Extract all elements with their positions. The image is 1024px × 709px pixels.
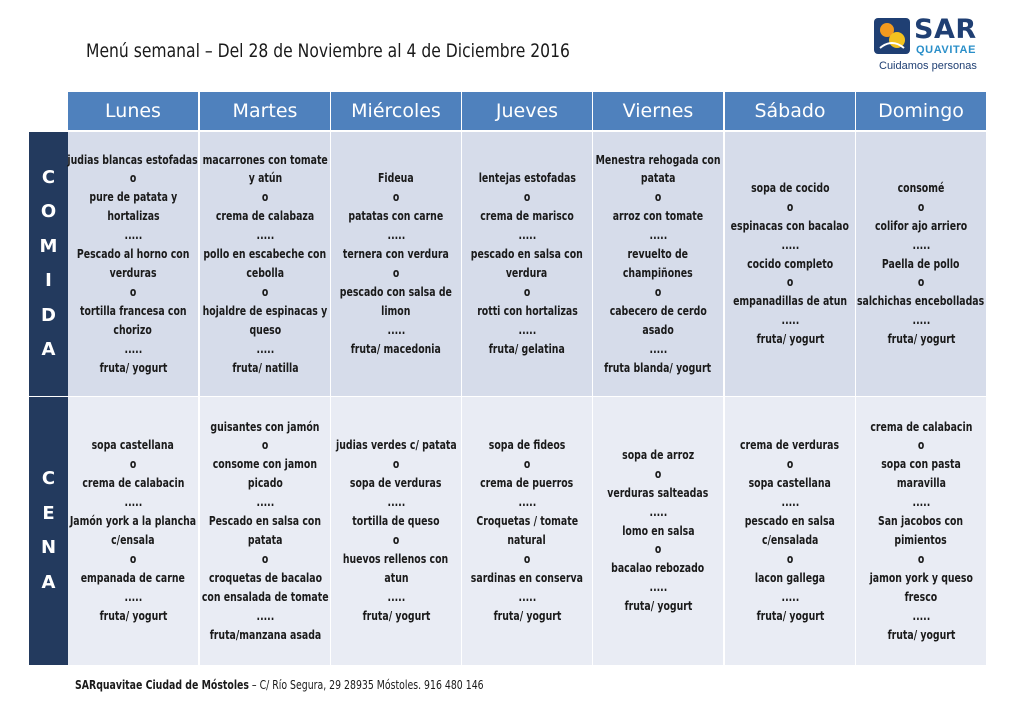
menu-line: cocido completo [746, 256, 834, 271]
logo-emblem-icon [874, 18, 910, 54]
menu-line: ..... [781, 313, 799, 328]
menu-line: o [523, 551, 531, 566]
menu-line: lacon gallega [754, 570, 826, 585]
menu-line: Croquetas / tomate [476, 514, 578, 529]
meal-label-letter: C [41, 166, 56, 188]
menu-line: ..... [781, 495, 799, 510]
page-title: Menú semanal – Del 28 de Noviembre al 4 de Diciembre 2016 [86, 40, 570, 62]
menu-line: Paella de pollo [882, 256, 960, 271]
menu-line: c/ensalada [761, 533, 819, 547]
header-corner [29, 92, 68, 130]
menu-line: crema de calabaza [215, 209, 315, 224]
menu-line: Menestra rehogada con [595, 152, 721, 167]
menu-line: fruta/ yogurt [887, 332, 955, 347]
menu-line: maravilla [896, 476, 946, 491]
menu-line: o [129, 171, 137, 186]
logo-subbrand: QUAVITAE [916, 44, 977, 56]
menu-line: ..... [912, 237, 930, 252]
menu-line: o [523, 284, 531, 299]
menu-line: o [392, 457, 400, 472]
menu-line: sopa de arroz [621, 447, 695, 462]
menu-line: crema de calabacin [82, 476, 184, 491]
menu-line: revuelto de [627, 247, 689, 262]
menu-line: arroz con tomate [612, 209, 704, 224]
day-header: Martes [200, 92, 330, 130]
menu-line: crema de marisco [480, 209, 574, 224]
comida-cell-martes [200, 132, 330, 396]
menu-line: ..... [387, 322, 405, 337]
menu-line: o [786, 551, 794, 566]
meal-label-cena [29, 397, 68, 665]
menu-line: o [917, 551, 925, 566]
menu-line: fruta/ macedonia [350, 341, 442, 356]
menu-line: asado [642, 322, 674, 337]
menu-line: o [786, 457, 794, 472]
logo-tagline: Cuidamos personas [879, 60, 977, 72]
meal-label-letter: A [41, 571, 56, 593]
menu-line: o [392, 190, 400, 205]
menu-line: o [261, 284, 269, 299]
menu-line: o [129, 457, 137, 472]
menu-line: patatas con carne [348, 209, 444, 224]
menu-line: o [654, 190, 662, 205]
menu-line: y atún [248, 171, 282, 186]
menu-line: crema de calabacin [870, 419, 972, 434]
menu-line: pure de patata y [89, 190, 177, 205]
menu-line: ternera con verdura [343, 247, 449, 262]
menu-line: natural [507, 533, 547, 547]
footer-address: – C/ Río Segura, 29 28935 Móstoles. 916 480 146 [248, 678, 484, 692]
menu-line: o [786, 275, 794, 290]
menu-line: o [261, 438, 269, 453]
menu-line: ..... [387, 495, 405, 510]
menu-line: hortalizas [106, 209, 160, 224]
meal-label-letter: A [41, 339, 56, 360]
menu-line: picado [247, 476, 283, 491]
cena-cell-domingo [856, 397, 986, 665]
meal-label-letter: D [41, 304, 56, 326]
comida-cell-viernes [593, 132, 723, 396]
menu-line: fruta/ yogurt [99, 608, 167, 623]
day-header: Jueves [462, 92, 592, 130]
footer-center-name: SARquavitae Ciudad de Móstoles [75, 678, 249, 692]
menu-line: fresco [904, 589, 938, 604]
menu-line: patata [640, 171, 676, 186]
menu-line: fruta/ yogurt [362, 608, 430, 623]
menu-line: ..... [256, 228, 274, 243]
day-header: Lunes [68, 92, 198, 130]
cena-cell-viernes [593, 397, 723, 665]
menu-line: ..... [649, 580, 667, 595]
menu-line: rotti con hortalizas [476, 303, 578, 318]
menu-line: Jamón york a la plancha [69, 514, 197, 529]
cena-cell-martes [200, 397, 330, 665]
menu-line: San jacobos con [878, 514, 964, 529]
menu-line: lentejas estofadas [478, 171, 576, 186]
menu-line: ..... [518, 495, 536, 510]
menu-line: verdura [506, 266, 548, 280]
menu-line: hojaldre de espinacas y [202, 303, 328, 318]
menu-line: o [523, 457, 531, 472]
menu-line: macarrones con tomate [202, 152, 328, 167]
menu-line: Fideua [378, 171, 414, 186]
cena-cell-miércoles [331, 397, 461, 665]
day-header: Domingo [856, 92, 986, 130]
menu-line: consomé [897, 180, 945, 195]
menu-line: pescado en salsa con [470, 247, 584, 262]
comida-cell-domingo [856, 132, 986, 396]
menu-line: ..... [518, 322, 536, 337]
comida-cell-miércoles [331, 132, 461, 396]
menu-line: pescado con salsa de [339, 284, 453, 299]
menu-line: Pescado al horno con [76, 247, 190, 262]
sarquavitae-logo [874, 16, 989, 76]
meal-label-letter: M [39, 235, 58, 257]
menu-line: o [786, 199, 794, 214]
menu-line: espinacas con bacalao [730, 218, 850, 233]
day-header: Viernes [593, 92, 723, 130]
cena-cell-lunes [68, 397, 198, 665]
menu-line: fruta/ yogurt [756, 332, 824, 347]
menu-line: pimientos [894, 533, 948, 547]
menu-line: fruta/ yogurt [887, 627, 955, 642]
menu-line: fruta/ natilla [231, 360, 299, 375]
comida-cell-jueves [462, 132, 592, 396]
menu-line: o [654, 466, 662, 481]
menu-line: ..... [387, 228, 405, 243]
menu-line: bacalao rebozado [611, 561, 705, 576]
menu-line: sopa de verduras [350, 476, 442, 491]
menu-line: fruta/ yogurt [99, 360, 167, 375]
meal-label-letter: C [41, 468, 56, 489]
menu-line: sopa de fideos [488, 438, 566, 453]
day-header: Miércoles [331, 92, 461, 130]
menu-line: o [129, 284, 137, 299]
menu-line: pescado en salsa [744, 514, 836, 529]
menu-line: fruta/ yogurt [756, 608, 824, 623]
menu-line: ..... [256, 608, 274, 623]
menu-line: limon [381, 303, 411, 318]
menu-line: o [654, 542, 662, 557]
menu-line: sopa castellana [748, 476, 832, 491]
menu-line: ..... [256, 495, 274, 510]
menu-line: sopa de cocido [750, 180, 830, 195]
menu-line: ..... [649, 504, 667, 519]
meal-label-letter: I [45, 270, 52, 291]
menu-line: o [917, 199, 925, 214]
menu-line: ..... [518, 228, 536, 243]
menu-line: ..... [124, 495, 142, 510]
menu-line: fruta/ yogurt [624, 599, 692, 614]
menu-line: ..... [912, 495, 930, 510]
meal-label-letter: E [42, 502, 55, 524]
menu-line: sopa con pasta [881, 457, 961, 472]
menu-line: ..... [912, 313, 930, 328]
menu-line: o [261, 190, 269, 205]
menu-line: cabecero de cerdo [609, 303, 707, 318]
menu-line: fruta blanda/ yogurt [604, 360, 712, 375]
menu-line: pollo en escabeche con [203, 247, 327, 262]
logo-brand: SAR [914, 14, 977, 45]
menu-line: ..... [124, 341, 142, 356]
menu-line: jamon york y queso [869, 570, 973, 585]
menu-line: sardinas en conserva [470, 570, 584, 585]
menu-line: o [917, 275, 925, 290]
menu-line: consome con jamon [212, 457, 318, 472]
menu-line: o [654, 284, 662, 299]
menu-line: fruta/ gelatina [488, 341, 566, 356]
menu-line: o [917, 438, 925, 453]
menu-line: ..... [912, 608, 930, 623]
menu-line: verduras salteadas [607, 485, 709, 500]
menu-line: fruta/manzana asada [209, 627, 321, 642]
menu-line: verduras [109, 266, 157, 280]
menu-line: salchichas encebolladas [857, 294, 985, 309]
meal-label-letter: O [40, 201, 57, 222]
menu-line: sopa castellana [91, 438, 175, 453]
menu-line: cebolla [246, 266, 284, 280]
cena-cell-jueves [462, 397, 592, 665]
footer [75, 678, 484, 692]
menu-line: o [261, 551, 269, 566]
menu-line: queso [249, 322, 281, 337]
menu-line: ..... [649, 341, 667, 356]
menu-line: o [392, 533, 400, 547]
menu-line: empanadillas de atun [732, 294, 848, 309]
menu-line: patata [247, 533, 283, 547]
menu-line: crema de puerros [480, 476, 574, 491]
menu-line: huevos rellenos con [343, 551, 449, 566]
menu-line: o [129, 551, 137, 566]
menu-line: tortilla francesa con [79, 303, 187, 318]
menu-line: ..... [387, 589, 405, 604]
menu-line: lomo en salsa [621, 523, 695, 538]
menu-line: fruta/ yogurt [493, 608, 561, 623]
menu-line: tortilla de queso [352, 514, 440, 529]
menu-line: con ensalada de tomate [201, 589, 329, 604]
menu-line: o [523, 190, 531, 205]
menu-line: Pescado en salsa con [208, 514, 322, 529]
menu-line: ..... [781, 237, 799, 252]
menu-line: chorizo [113, 322, 153, 337]
comida-cell-lunes [68, 132, 198, 396]
menu-line: ..... [518, 589, 536, 604]
meal-label-letter: N [40, 537, 57, 558]
cena-cell-sábado [725, 397, 855, 665]
menu-line: o [392, 266, 400, 280]
comida-cell-sábado [725, 132, 855, 396]
menu-line: c/ensala [111, 533, 155, 547]
day-header: Sábado [725, 92, 855, 130]
menu-line: ..... [124, 589, 142, 604]
menu-line: atun [383, 570, 409, 585]
menu-line: empanada de carne [80, 570, 186, 585]
menu-line: ..... [781, 589, 799, 604]
menu-line: ..... [649, 228, 667, 243]
menu-line: judias verdes c/ patata [335, 438, 457, 453]
meal-label-comida [29, 132, 68, 396]
menu-line: ..... [124, 228, 142, 243]
menu-line: crema de verduras [740, 438, 840, 453]
menu-line: colifor ajo arriero [874, 218, 968, 233]
menu-line: ..... [256, 341, 274, 356]
menu-line: judias blancas estofadas [67, 152, 199, 167]
menu-line: croquetas de bacalao [208, 570, 322, 585]
menu-line: guisantes con jamón [210, 419, 320, 434]
menu-line: champiñones [623, 266, 693, 280]
